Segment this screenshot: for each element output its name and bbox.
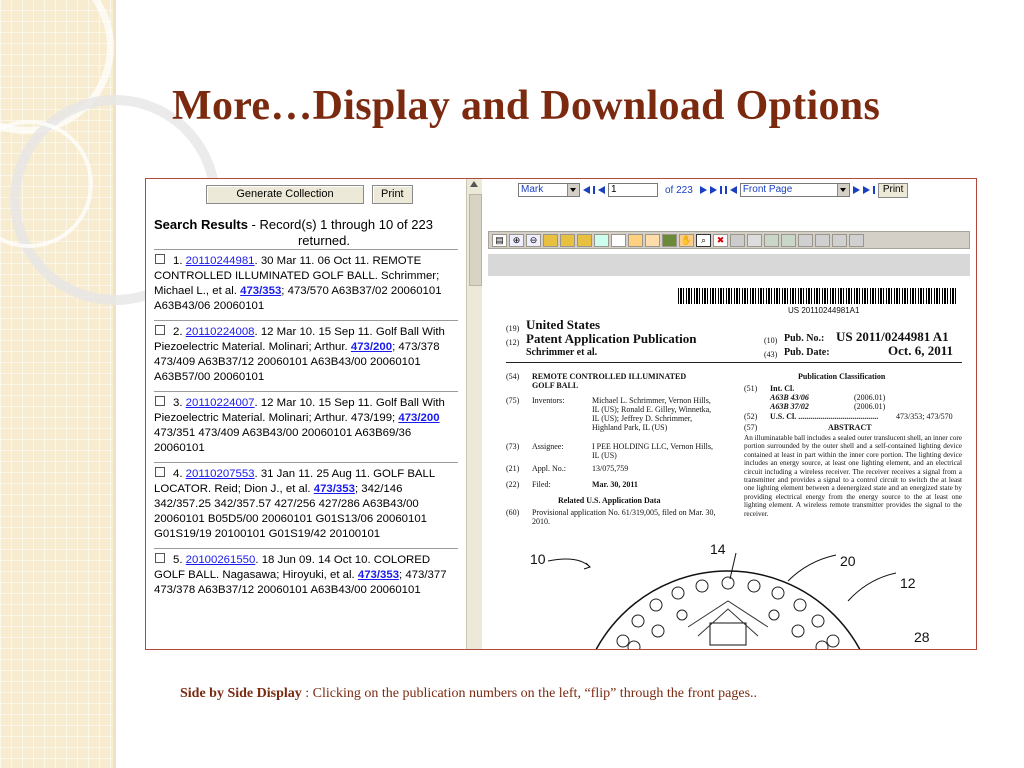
result-classifications: ; 473/378 473/409 A63B37/12 20060101 A63B43/00 20060101 A63B57/00 20060101 [154, 341, 440, 383]
page-icon[interactable] [611, 234, 626, 247]
result-checkbox[interactable] [155, 254, 165, 264]
int-cl-1: A63B 43/06 [770, 393, 809, 402]
field-code-52: (52) [744, 412, 758, 421]
result-classifications: ; 473/570 A63B37/02 20060101 A63B43/06 20060101 [154, 285, 442, 312]
print-button[interactable]: Print [372, 185, 413, 204]
publication-number-link[interactable]: 20110207553 [185, 468, 255, 480]
results-count: - Record(s) 1 through 10 of 223 [247, 217, 433, 232]
publication-number-link[interactable]: 20110244981 [185, 255, 255, 267]
figure-label-12: 12 [900, 575, 916, 591]
field-code-19: (19) [506, 324, 520, 333]
disabled-tool-icon [832, 234, 847, 247]
rotate-icon[interactable] [594, 234, 609, 247]
publication-number-link[interactable]: 20110224008 [185, 326, 255, 338]
zoom-in-icon[interactable]: ⊕ [509, 234, 524, 247]
image-icon[interactable] [662, 234, 677, 247]
field-code-57: (57) [744, 423, 758, 432]
result-details: . 31 Jan 11. 25 Aug 11. GOLF BALL LOCATOR. Reid; Dion J., et al. [154, 468, 435, 495]
classification-link[interactable]: 473/200 [398, 412, 440, 424]
results-header [154, 217, 454, 249]
view-select-value: Front Page [742, 184, 793, 195]
figure-label-28: 28 [914, 629, 930, 645]
close-icon[interactable]: ✖ [713, 234, 728, 247]
result-classifications: ; 473/377 473/378 A63B37/12 20060101 A63B43/00 20060101 [154, 569, 447, 596]
annotate-icon[interactable] [645, 234, 660, 247]
figure-label-10: 10 [530, 551, 546, 567]
mark-select-value: Mark [521, 184, 544, 195]
field-code-12: (12) [506, 338, 520, 347]
field-code-54: (54) [506, 372, 520, 381]
page-count: of 223 [665, 184, 693, 196]
field-code-51: (51) [744, 384, 758, 393]
filed-date: Mar. 30, 2011 [592, 480, 638, 489]
result-checkbox[interactable] [155, 553, 165, 563]
field-code-43: (43) [764, 350, 778, 359]
viewer-print-button[interactable]: Print [878, 183, 909, 198]
result-item [154, 462, 458, 548]
int-cl-2-date: (2006.01) [854, 402, 886, 411]
result-number: 4. [173, 468, 183, 480]
disabled-tool-icon [764, 234, 779, 247]
result-details: . 18 Jun 09. 14 Oct 10. COLORED GOLF BALL. Nagasawa; Hiroyuki, et al. [154, 554, 431, 581]
generate-collection-button[interactable]: Generate Collection [206, 185, 364, 204]
chevron-down-icon [837, 184, 849, 196]
previous-section-icon[interactable] [730, 186, 737, 194]
related-application: Provisional application No. 61/319,005, filed on Mar. 30, 2010. [532, 508, 716, 526]
last-page-icon[interactable] [710, 186, 717, 194]
fit-page-icon[interactable] [543, 234, 558, 247]
appl-label: Appl. No.: [532, 464, 566, 473]
next-page-icon[interactable] [700, 186, 707, 194]
result-item [154, 391, 458, 462]
result-number: 3. [173, 397, 183, 409]
appl-no: 13/075,759 [592, 464, 629, 473]
us-cl-value: 473/353; 473/570 [896, 412, 953, 421]
results-count-line2: returned. [297, 233, 351, 248]
prev-section-bar-icon [725, 186, 727, 194]
info-icon[interactable] [730, 234, 745, 247]
mark-select[interactable] [518, 183, 580, 197]
barcode-text: US 20110244981A1 [788, 306, 860, 315]
caption-text: : Clicking on the publication numbers on the left, “flip” through the front pages.. [301, 686, 758, 701]
golf-ball-figure [488, 531, 970, 649]
inventors-label: Inventors: [532, 396, 565, 405]
disabled-tool-icon [815, 234, 830, 247]
result-details: . 12 Mar 10. 15 Sep 11. Golf Ball With Piezoelectric Material. Molinari; Arthur. 473/199; [154, 397, 445, 424]
assignee-label: Assignee: [532, 442, 564, 451]
result-classifications: ; 342/146 342/357.25 342/357.57 427/256 427/286 A63B43/00 20060101 B05D5/00 20060101 G01S13/06 20060101 G01S19/19 20100101 G01S19/42 20100101 [154, 483, 427, 540]
page-number-input[interactable]: 1 [608, 183, 658, 197]
last-section-icon[interactable] [863, 186, 870, 194]
fit-height-icon[interactable] [577, 234, 592, 247]
chevron-down-icon [567, 184, 579, 196]
result-item [154, 249, 458, 320]
patent-title: REMOTE CONTROLLED ILLUMINATED GOLF BALL [532, 372, 687, 390]
result-checkbox[interactable] [155, 467, 165, 477]
field-code-75: (75) [506, 396, 520, 405]
publication-number-link[interactable]: 20110224007 [185, 397, 255, 409]
related-heading: Related U.S. Application Data [558, 496, 661, 505]
pub-no: US 2011/0244981 A1 [836, 329, 949, 344]
next-section-icon[interactable] [853, 186, 860, 194]
highlight-icon[interactable] [628, 234, 643, 247]
classification-link[interactable]: 473/353 [357, 569, 400, 581]
results-title: Search Results [154, 217, 248, 232]
barcode-image [678, 288, 958, 304]
int-cl-label: Int. Cl. [770, 384, 795, 393]
field-code-22: (22) [506, 480, 520, 489]
document-viewer [482, 179, 976, 649]
caption-heading: Side by Side Display [180, 686, 302, 701]
select-icon[interactable] [747, 234, 762, 247]
zoom-out-icon[interactable]: ⊖ [526, 234, 541, 247]
result-classifications: 473/351 473/409 A63B43/00 20060101 A63B69/36 20060101 [154, 427, 412, 454]
result-number: 5. [173, 554, 183, 566]
abstract-heading: ABSTRACT [828, 423, 872, 432]
first-page-icon[interactable] [583, 186, 590, 194]
result-item [154, 548, 458, 604]
viewer-gray-band [488, 254, 970, 276]
publication-number-link[interactable]: 20100261550 [185, 554, 256, 566]
previous-page-icon[interactable] [598, 186, 605, 194]
field-code-73: (73) [506, 442, 520, 451]
classification-link[interactable]: 473/200 [350, 341, 393, 353]
country-heading: United States [526, 317, 601, 332]
magnifier-icon[interactable]: ⌕ [696, 234, 711, 247]
field-code-21: (21) [506, 464, 520, 473]
publication-type: Patent Application Publication [526, 331, 697, 346]
disabled-tool-icon [798, 234, 813, 247]
figure-label-14: 14 [710, 541, 726, 557]
fit-width-icon[interactable] [560, 234, 575, 247]
pub-date-label: Pub. Date: [784, 347, 830, 358]
field-code-60: (60) [506, 508, 520, 517]
last-section-bar-icon [873, 186, 875, 194]
result-checkbox[interactable] [155, 396, 165, 406]
int-cl-1-date: (2006.01) [854, 393, 886, 402]
print-icon[interactable]: ▤ [492, 234, 507, 247]
scrollbar[interactable] [466, 179, 482, 649]
classification-heading: Publication Classification [798, 372, 886, 381]
viewer-toolbar [488, 231, 970, 249]
slide-caption [180, 686, 757, 702]
field-code-10: (10) [764, 336, 778, 345]
results-list [154, 249, 458, 604]
results-toolbar [206, 185, 413, 204]
screenshot-frame [145, 178, 977, 650]
pan-hand-icon[interactable]: ✋ [680, 234, 693, 245]
us-cl-label: U.S. Cl. ........................................ [770, 412, 879, 421]
scrollbar-thumb[interactable] [469, 194, 482, 286]
inventor-short: Schrimmer et al. [526, 347, 598, 358]
inventors: Michael L. Schrimmer, Vernon Hills, IL (US); Ronald E. Gilley, Winnetka, IL (US); Jeffrey D. Schrimmer, Highland Park, IL (US) [592, 396, 712, 432]
result-details: . 30 Mar 11. 06 Oct 11. REMOTE CONTROLLED ILLUMINATED GOLF BALL. Schrimmer; Michael L., et al. [154, 255, 440, 297]
view-select[interactable] [740, 183, 850, 197]
int-cl-2: A63B 37/02 [770, 402, 809, 411]
viewer-navigation [518, 181, 908, 199]
last-page-bar-icon [720, 186, 722, 194]
figure-label-20: 20 [840, 553, 856, 569]
assignee: I PEE HOLDING LLC, Vernon Hills, IL (US) [592, 442, 713, 460]
classification-link[interactable]: 473/353 [240, 285, 282, 297]
result-number: 1. [173, 255, 183, 267]
result-number: 2. [173, 326, 183, 338]
filed-label: Filed: [532, 480, 551, 489]
pub-no-label: Pub. No.: [784, 333, 825, 344]
pub-date: Oct. 6, 2011 [888, 343, 953, 358]
scroll-up-arrow-icon[interactable] [470, 181, 478, 187]
abstract-text: An illuminatable ball includes a sealed outer translucent shell, an inner core portion surrounded by the outer shell and a self-contained lighting device contained at least in part within the inner core portion. The lighting device includes an energy source, at least one lighting element, and an electrical circuit including a wireless receiver. The receiver receives a signal from a transmitter and provides a signal to a control circuit to switch the at least one lighting element between a deenergized state and an energized state by providing electrical energy from the energy source to the at least one lighting element. A wireless remote transmitter provides the signal to the receiver. [744, 434, 962, 518]
disabled-tool-icon [849, 234, 864, 247]
disabled-tool-icon [781, 234, 796, 247]
search-results-panel [146, 179, 458, 649]
patent-front-page [488, 276, 970, 649]
classification-link[interactable]: 473/353 [313, 483, 355, 495]
result-item [154, 320, 458, 391]
result-checkbox[interactable] [155, 325, 165, 335]
divider [506, 362, 962, 363]
slide-title: More…Display and Download Options [172, 83, 881, 129]
result-details: . 12 Mar 10. 15 Sep 11. Golf Ball With Piezoelectric Material. Molinari; Arthur. [154, 326, 445, 353]
first-page-bar-icon [593, 186, 595, 194]
